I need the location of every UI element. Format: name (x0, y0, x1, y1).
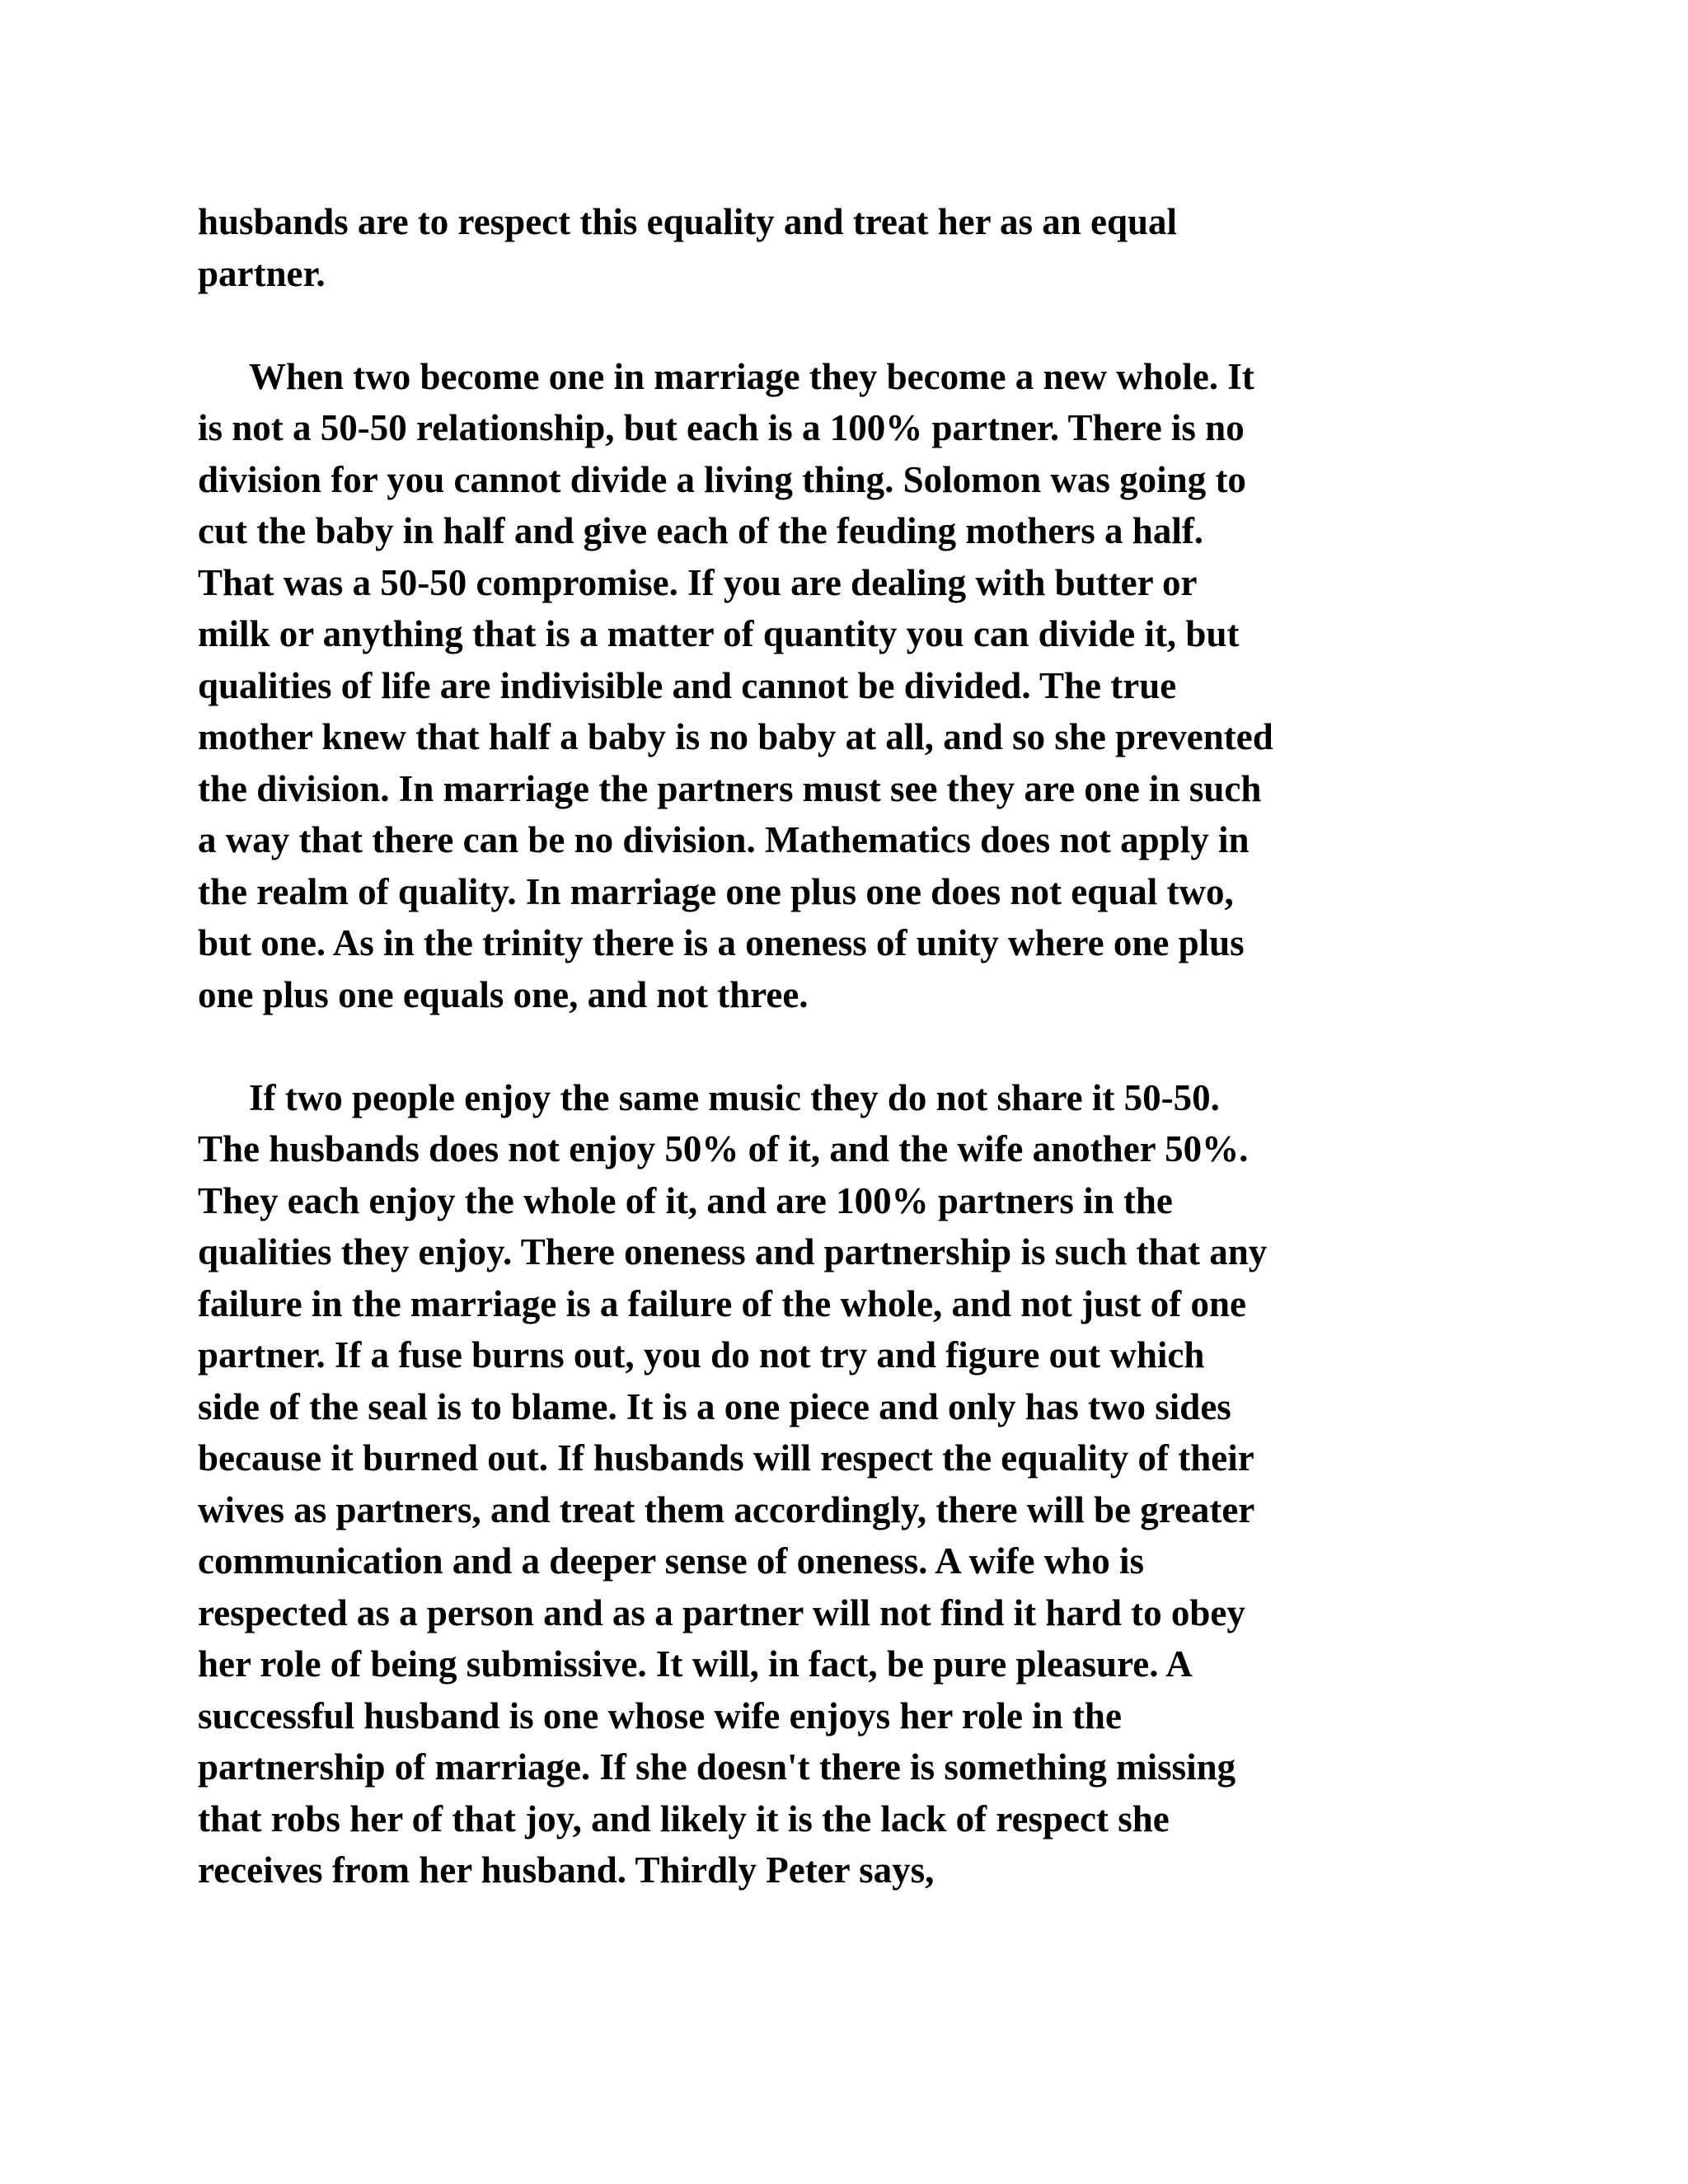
text-line: the realm of quality. In marriage one plus one does not equal two, (198, 870, 1234, 912)
text-line: wives as partners, and treat them accordingly, there will be greater (198, 1488, 1255, 1530)
text-line: The husbands does not enjoy 50% of it, and the wife another 50%. (198, 1128, 1249, 1169)
paragraph-1 (198, 196, 1484, 299)
paragraph-spacer (198, 1020, 1484, 1072)
text-line: mother knew that half a baby is no baby at all, and so she prevented (198, 716, 1273, 757)
text-line: is not a 50-50 relationship, but each is a 100% partner. There is no (198, 407, 1245, 448)
text-line: partner. (198, 252, 326, 294)
text-line: division for you cannot divide a living thing. Solomon was going to (198, 458, 1246, 500)
text-line: a way that there can be no division. Mathematics does not apply in (198, 819, 1250, 860)
text-line: milk or anything that is a matter of quantity you can divide it, but (198, 613, 1240, 654)
text-line: They each enjoy the whole of it, and are 100% partners in the (198, 1179, 1173, 1221)
paragraph-3 (198, 1072, 1484, 1896)
text-line: side of the seal is to blame. It is a one piece and only has two sides (198, 1385, 1231, 1427)
text-line: failure in the marriage is a failure of the whole, and not just of one (198, 1282, 1247, 1324)
text-line: but one. As in the trinity there is a oneness of unity where one plus (198, 922, 1245, 963)
text-line: husbands are to respect this equality and treat her as an equal (198, 201, 1178, 242)
text-line: receives from her husband. Thirdly Peter says, (198, 1849, 935, 1891)
text-line: cut the baby in half and give each of the feuding mothers a half. (198, 510, 1204, 551)
text-line: communication and a deeper sense of oneness. A wife who is (198, 1540, 1144, 1582)
paragraph-spacer (198, 299, 1484, 351)
text-line: that robs her of that joy, and likely it is the lack of respect she (198, 1797, 1170, 1840)
text-line: her role of being submissive. It will, in fact, be pure pleasure. A (198, 1643, 1193, 1685)
text-line: qualities of life are indivisible and cannot be divided. The true (198, 664, 1177, 706)
text-line: partnership of marriage. If she doesn't there is something missing (198, 1746, 1236, 1788)
text-line: successful husband is one whose wife enjoys her role in the (198, 1694, 1122, 1736)
text-line: partner. If a fuse burns out, you do not try and figure out which (198, 1334, 1205, 1376)
text-line: the division. In marriage the partners must see they are one in such (198, 767, 1262, 809)
text-line: because it burned out. If husbands will respect the equality of their (198, 1437, 1254, 1479)
text-line: respected as a person and as a partner will not find it hard to obey (198, 1591, 1245, 1633)
text-line: qualities they enjoy. There oneness and partnership is such that any (198, 1231, 1268, 1272)
text-line: If two people enjoy the same music they do not share it 50-50. (249, 1076, 1220, 1118)
text-line: That was a 50-50 compromise. If you are dealing with butter or (198, 561, 1198, 603)
text-line: one plus one equals one, and not three. (198, 973, 809, 1015)
text-line: When two become one in marriage they become a new whole. It (249, 355, 1254, 397)
paragraph-2 (198, 351, 1484, 1021)
body-text (198, 196, 1484, 1896)
